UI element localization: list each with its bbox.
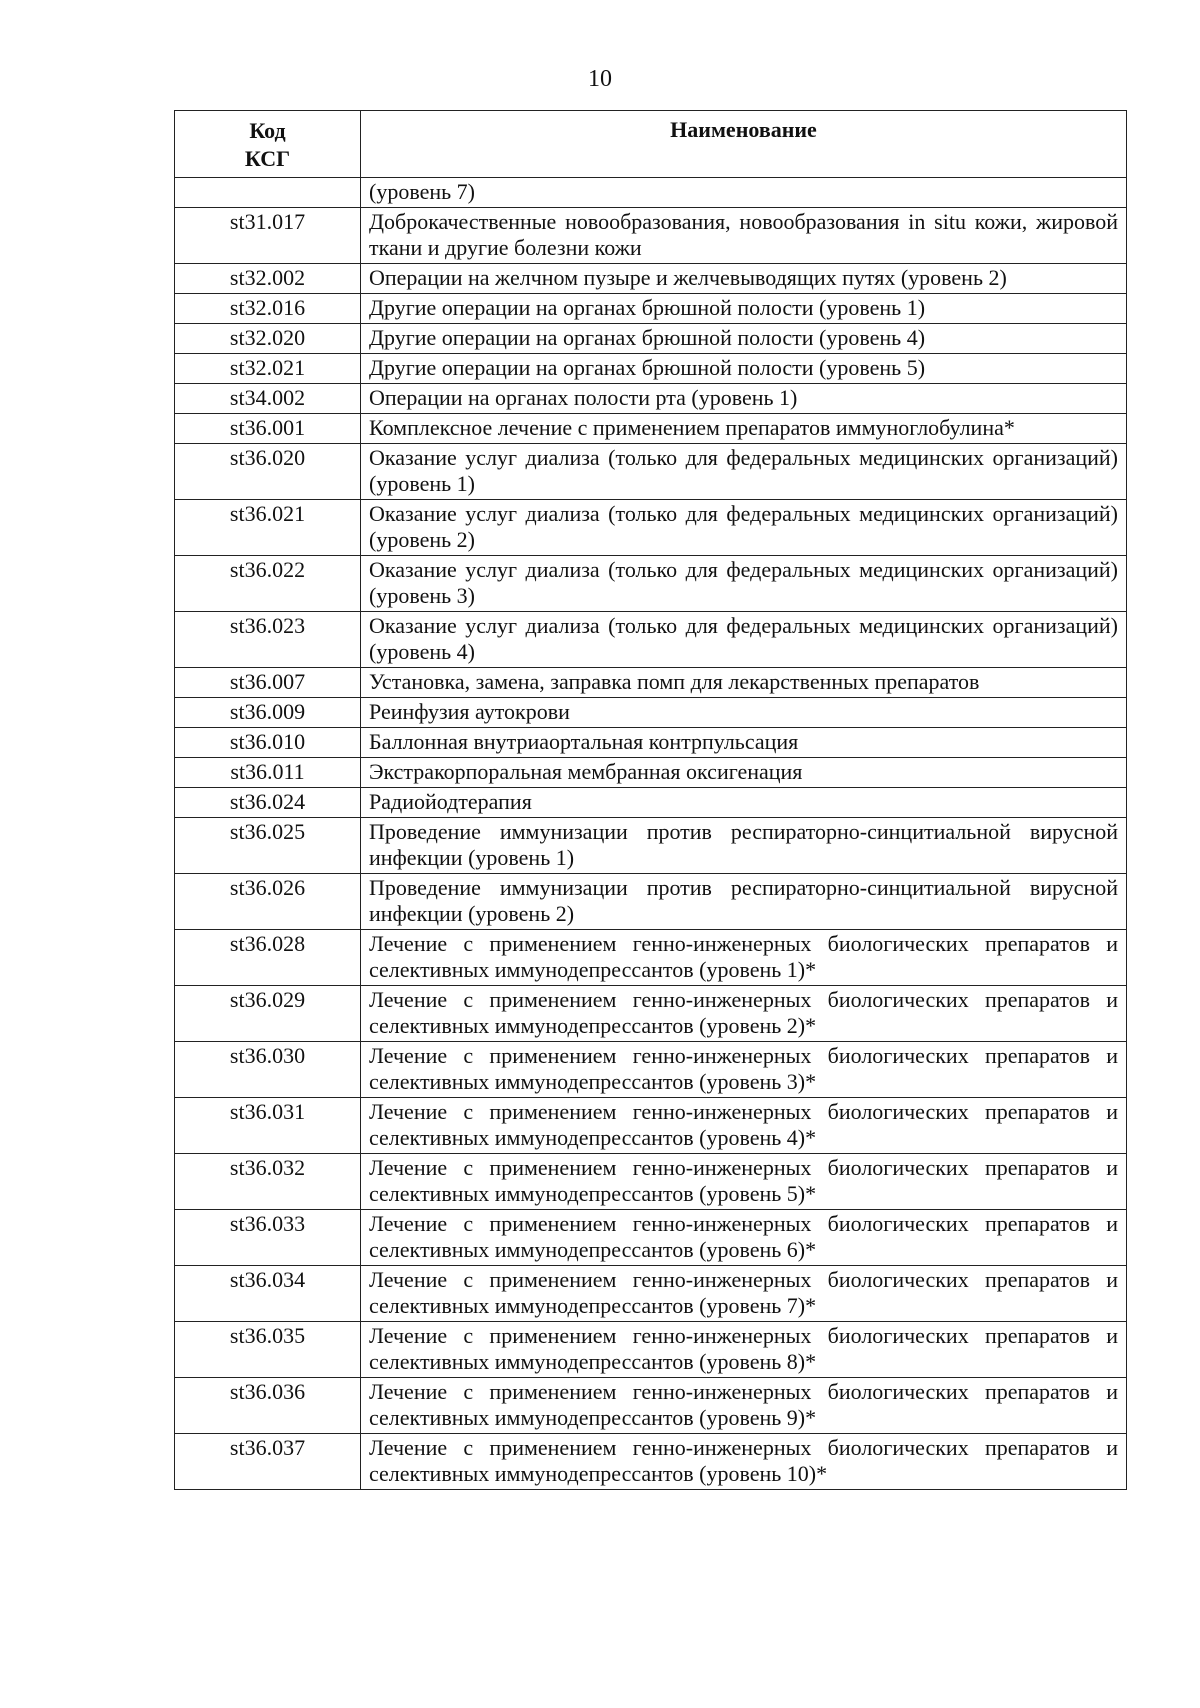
ksg-name-cell: Баллонная внутриаортальная контрпульсация	[361, 728, 1127, 758]
ksg-name-cell: Лечение с применением генно-инженерных биологических препаратов и селективных иммунодепрессантов (уровень 7)*	[361, 1266, 1127, 1322]
ksg-code-cell: st36.022	[175, 556, 361, 612]
table-row	[175, 1434, 1127, 1490]
ksg-code-cell: st36.024	[175, 788, 361, 818]
header-row	[175, 111, 1127, 178]
ksg-code-cell: st32.002	[175, 264, 361, 294]
table-row	[175, 1378, 1127, 1434]
ksg-name-cell: Операции на органах полости рта (уровень 1)	[361, 384, 1127, 414]
table-row	[175, 294, 1127, 324]
table-row	[175, 1154, 1127, 1210]
page-number: 10	[588, 66, 612, 92]
table-row	[175, 698, 1127, 728]
table-row	[175, 178, 1127, 208]
code-header-line2: КСГ	[244, 146, 291, 171]
ksg-name-cell: Лечение с применением генно-инженерных биологических препаратов и селективных иммунодепрессантов (уровень 5)*	[361, 1154, 1127, 1210]
ksg-code-cell: st36.037	[175, 1434, 361, 1490]
ksg-code-cell: st36.034	[175, 1266, 361, 1322]
ksg-code-cell: st36.036	[175, 1378, 361, 1434]
table-header	[175, 111, 1127, 178]
ksg-table	[174, 110, 1127, 1490]
ksg-name-cell: Лечение с применением генно-инженерных биологических препаратов и селективных иммунодепрессантов (уровень 3)*	[361, 1042, 1127, 1098]
ksg-code-cell: st36.001	[175, 414, 361, 444]
table-row	[175, 264, 1127, 294]
table-row	[175, 1098, 1127, 1154]
ksg-code-cell: st36.032	[175, 1154, 361, 1210]
ksg-code-cell: st36.029	[175, 986, 361, 1042]
ksg-code-cell: st36.031	[175, 1098, 361, 1154]
ksg-code-cell: st31.017	[175, 208, 361, 264]
table-row	[175, 728, 1127, 758]
ksg-name-cell: Оказание услуг диализа (только для федеральных медицинских организаций) (уровень 3)	[361, 556, 1127, 612]
ksg-name-cell: Лечение с применением генно-инженерных биологических препаратов и селективных иммунодепрессантов (уровень 8)*	[361, 1322, 1127, 1378]
ksg-name-cell: Лечение с применением генно-инженерных биологических препаратов и селективных иммунодепрессантов (уровень 1)*	[361, 930, 1127, 986]
ksg-name-cell: Лечение с применением генно-инженерных биологических препаратов и селективных иммунодепрессантов (уровень 4)*	[361, 1098, 1127, 1154]
table-row	[175, 324, 1127, 354]
ksg-name-cell: Оказание услуг диализа (только для федеральных медицинских организаций) (уровень 1)	[361, 444, 1127, 500]
ksg-code-cell: st36.035	[175, 1322, 361, 1378]
code-header-line1: Код	[249, 118, 286, 143]
table-row	[175, 1210, 1127, 1266]
table-row	[175, 668, 1127, 698]
table-row	[175, 874, 1127, 930]
ksg-name-cell: Другие операции на органах брюшной полости (уровень 5)	[361, 354, 1127, 384]
table-row	[175, 556, 1127, 612]
ksg-code-cell	[175, 178, 361, 208]
ksg-name-cell: Другие операции на органах брюшной полости (уровень 4)	[361, 324, 1127, 354]
ksg-name-cell: Комплексное лечение с применением препаратов иммуноглобулина*	[361, 414, 1127, 444]
ksg-name-cell: Радиойодтерапия	[361, 788, 1127, 818]
ksg-name-cell: Проведение иммунизации против респираторно-синцитиальной вирусной инфекции (уровень 2)	[361, 874, 1127, 930]
table-row	[175, 1042, 1127, 1098]
table-row	[175, 500, 1127, 556]
table-row	[175, 612, 1127, 668]
ksg-code-cell: st36.010	[175, 728, 361, 758]
ksg-name-cell: Оказание услуг диализа (только для федеральных медицинских организаций) (уровень 4)	[361, 612, 1127, 668]
table-row	[175, 384, 1127, 414]
ksg-code-cell: st36.033	[175, 1210, 361, 1266]
table-row	[175, 208, 1127, 264]
ksg-code-cell: st36.030	[175, 1042, 361, 1098]
ksg-name-cell: Реинфузия аутокрови	[361, 698, 1127, 728]
table-row	[175, 930, 1127, 986]
ksg-name-cell: Операции на желчном пузыре и желчевыводящих путях (уровень 2)	[361, 264, 1127, 294]
ksg-code-cell: st32.020	[175, 324, 361, 354]
ksg-code-cell: st36.023	[175, 612, 361, 668]
table-row	[175, 986, 1127, 1042]
table-row	[175, 788, 1127, 818]
ksg-name-cell: Другие операции на органах брюшной полости (уровень 1)	[361, 294, 1127, 324]
ksg-code-cell: st36.021	[175, 500, 361, 556]
ksg-code-cell: st32.016	[175, 294, 361, 324]
ksg-code-cell: st36.026	[175, 874, 361, 930]
table-row	[175, 818, 1127, 874]
ksg-code-cell: st36.025	[175, 818, 361, 874]
ksg-code-cell: st36.009	[175, 698, 361, 728]
table-row	[175, 1322, 1127, 1378]
table-body	[175, 178, 1127, 1490]
ksg-name-cell: Экстракорпоральная мембранная оксигенация	[361, 758, 1127, 788]
name-column-header: Наименование	[361, 111, 1127, 178]
ksg-code-cell: st36.028	[175, 930, 361, 986]
table-row	[175, 1266, 1127, 1322]
ksg-code-cell: st36.007	[175, 668, 361, 698]
ksg-name-cell: Лечение с применением генно-инженерных биологических препаратов и селективных иммунодепрессантов (уровень 10)*	[361, 1434, 1127, 1490]
table-row	[175, 444, 1127, 500]
ksg-name-cell: Доброкачественные новообразования, новообразования in situ кожи, жировой ткани и другие болезни кожи	[361, 208, 1127, 264]
ksg-code-cell: st34.002	[175, 384, 361, 414]
ksg-name-cell: Установка, замена, заправка помп для лекарственных препаратов	[361, 668, 1127, 698]
ksg-name-cell: Лечение с применением генно-инженерных биологических препаратов и селективных иммунодепрессантов (уровень 2)*	[361, 986, 1127, 1042]
ksg-code-cell: st36.020	[175, 444, 361, 500]
ksg-code-cell: st32.021	[175, 354, 361, 384]
ksg-name-cell: Лечение с применением генно-инженерных биологических препаратов и селективных иммунодепрессантов (уровень 9)*	[361, 1378, 1127, 1434]
table-row	[175, 758, 1127, 788]
table-row	[175, 414, 1127, 444]
ksg-name-cell: Проведение иммунизации против респираторно-синцитиальной вирусной инфекции (уровень 1)	[361, 818, 1127, 874]
ksg-name-cell: (уровень 7)	[361, 178, 1127, 208]
ksg-name-cell: Лечение с применением генно-инженерных биологических препаратов и селективных иммунодепрессантов (уровень 6)*	[361, 1210, 1127, 1266]
code-column-header	[175, 111, 361, 178]
ksg-name-cell: Оказание услуг диализа (только для федеральных медицинских организаций) (уровень 2)	[361, 500, 1127, 556]
ksg-code-cell: st36.011	[175, 758, 361, 788]
table-row	[175, 354, 1127, 384]
